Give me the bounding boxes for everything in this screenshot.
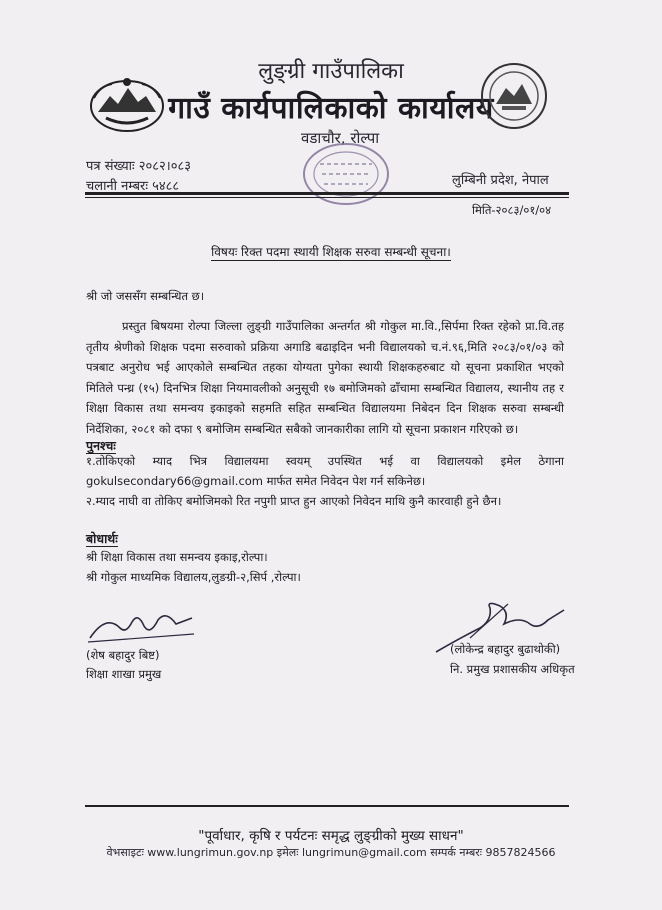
office-stamp bbox=[300, 140, 392, 210]
footer-contact: वेभसाइटः www.lungrimun.gov.np इमेलः lungrimun@gmail.com सम्पर्क नम्बरः 9857824566 bbox=[106, 846, 556, 859]
body-text: प्रस्तुत बिषयमा रोल्पा जिल्ला लुङ्ग्री गाउँपालिका अन्तर्गत श्री गोकुल मा.वि.,सिर्पमा रिक्त रहेको प्रा.वि.तह तृतीय श्रेणीको शिक्षक पदमा सरुवाको प्रक्रिया अगाडि बढाइदिन भनी विद्यालयको च.नं.९६,मिति २०८३/०१/०३ को पत्रबाट अनुरोध भई आएकोले सम्बन्धित तहका योग्यता पुगेका स्थायी शिक्षकहरुबाट यो सूचना प्रकाशित भएको मितिले पन्ध्र (१५) दिनभित्र शिक्षा नियमावलीको अनुसूची १७ बमोजिमको ढाँचामा सम्बन्धित विद्यालय, स्थानीय तह र शिक्षा विकास तथा समन्वय इकाइको सहमति सहित सम्बन्धित विद्यालयमा निबेदन दिन शिक्षक सरुवा सम्बन्धी निर्देशिका, २०८१ को दफा ९ बमोजिम सम्बन्धित सबैको जानकारीका लागि यो सूचना प्रकाशन गरिएको छ। bbox=[86, 319, 564, 436]
province-name: लुम्बिनी प्रदेश, नेपाल bbox=[452, 173, 549, 188]
right-signatory-name: (लोकेन्द्र बहादुर बुढाथोकी) bbox=[450, 642, 561, 656]
subject-line bbox=[0, 243, 662, 260]
salutation: श्री जो जससँग सम्बन्धित छ। bbox=[86, 289, 205, 303]
org-name: लुङ्ग्री गाउँपालिका bbox=[258, 59, 404, 84]
body-paragraph bbox=[86, 316, 564, 439]
header-rule-thin bbox=[85, 197, 569, 198]
subject-text: विषयः रिक्त पदमा स्थायी शिक्षक सरुवा सम्बन्धी सूचना। bbox=[211, 245, 451, 259]
notes-heading-text: पुनश्चः bbox=[86, 438, 116, 453]
note-item-2: २.म्याद नाघी वा तोकिए बमोजिमको रित नपुगी प्राप्त हुन आएको निवेदन माथि कुनै कारवाही हुने छैन। bbox=[86, 494, 502, 508]
left-signatory-title: शिक्षा शाखा प्रमुख bbox=[86, 667, 162, 681]
cc-heading-text: बोधार्थः bbox=[86, 531, 118, 546]
municipality-seal-logo-right bbox=[478, 60, 550, 132]
letter-number: पत्र संख्याः २०८२।०८३ bbox=[86, 159, 191, 174]
note-item-1-line-2: gokulsecondary66@gmail.com मार्फत समेत निवेदन पेश गर्न सकिनेछ। bbox=[86, 474, 426, 488]
office-name: गाउँ कार्यपालिकाको कार्यालय bbox=[168, 91, 494, 126]
note-item-1-line-1: १.तोकिएको म्याद भित्र विद्यालयमा स्वयम् उपस्थित भई वा विद्यालयको इमेल ठेगाना bbox=[86, 454, 564, 468]
left-signatory-name: (शेष बहादुर बिष्ट) bbox=[86, 648, 160, 662]
letter-date: मिति-२०८३/०१/०४ bbox=[472, 203, 552, 217]
footer-slogan: "पूर्वाधार, कृषि र पर्यटनः समृद्ध लुङ्ग्रीको मुख्य साधन" bbox=[198, 828, 464, 844]
header-rule-thick bbox=[85, 192, 569, 195]
dispatch-number: चलानी नम्बरः ५४८८ bbox=[86, 179, 180, 194]
cc-heading bbox=[86, 528, 118, 547]
cc-item-1: श्री शिक्षा विकास तथा समन्वय इकाइ,रोल्पा। bbox=[86, 550, 268, 564]
footer-rule bbox=[85, 805, 569, 807]
left-signature bbox=[86, 604, 198, 648]
office-location: वडाचौर, रोल्पा bbox=[301, 129, 380, 147]
cc-item-2: श्री गोकुल माध्यमिक विद्यालय,लुङग्री-२,सिर्प ,रोल्पा। bbox=[86, 570, 301, 584]
right-signatory-title: नि. प्रमुख प्रशासकीय अधिकृत bbox=[450, 662, 575, 676]
